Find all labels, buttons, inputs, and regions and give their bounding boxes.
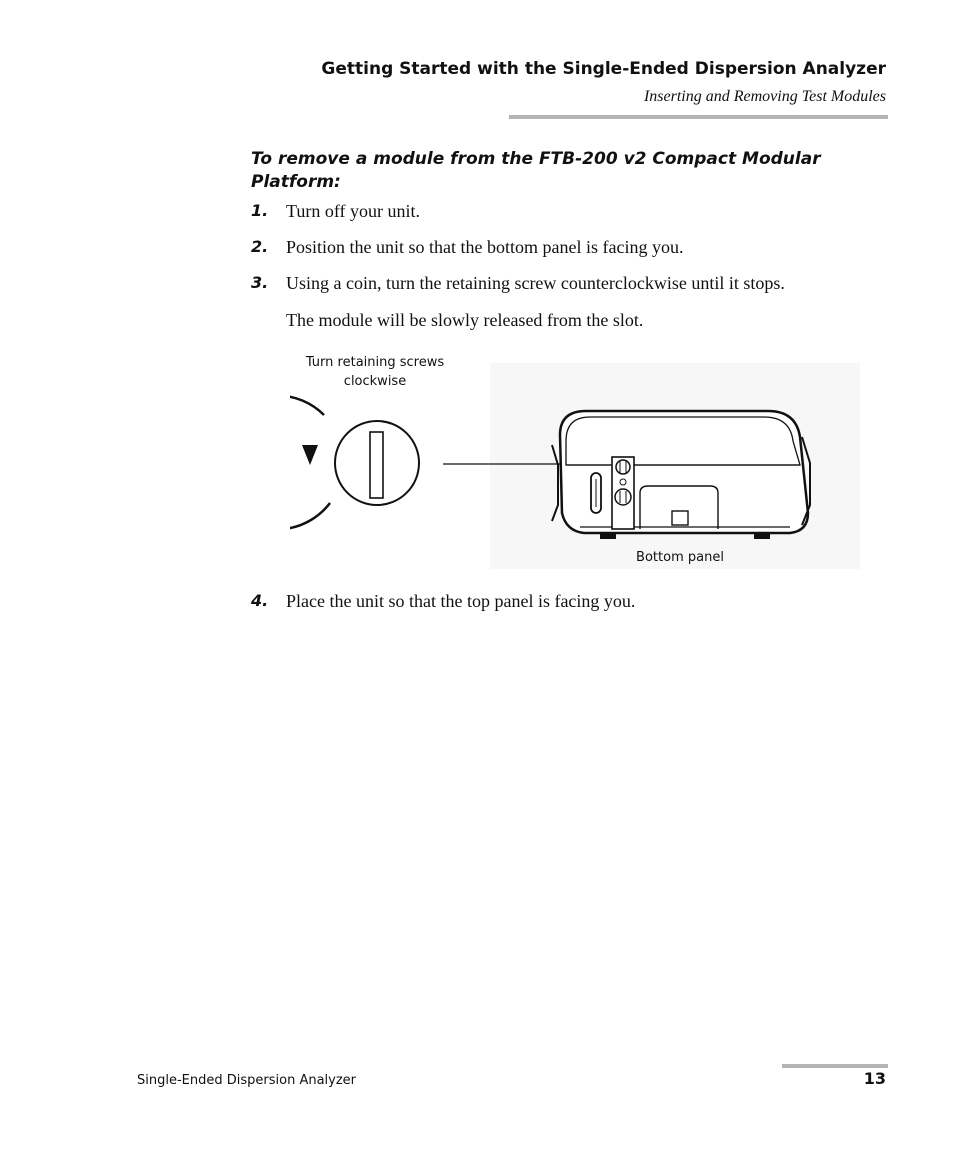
step-number: 1. — [251, 201, 269, 220]
page-header-subtitle: Inserting and Removing Test Modules — [643, 88, 886, 105]
page-header-title: Getting Started with the Single-Ended Dispersion Analyzer — [321, 59, 886, 79]
rotation-arrowhead — [302, 445, 318, 465]
connector-port — [672, 511, 688, 525]
page-number: 13 — [863, 1069, 886, 1088]
figure-caption: Turn retaining screws clockwise — [305, 355, 445, 389]
step-text: Place the unit so that the top panel is facing you. — [286, 591, 636, 611]
footer-divider — [782, 1064, 888, 1068]
step-text: Position the unit so that the bottom panel is facing you. — [286, 237, 684, 257]
foot-left — [600, 533, 616, 539]
screw-slot — [370, 432, 383, 498]
step-3-note: The module will be slowly released from the slot. — [286, 310, 644, 330]
footer-document-title: Single-Ended Dispersion Analyzer — [137, 1073, 357, 1088]
procedure-heading: To remove a module from the FTB-200 v2 Compact Modular Platform: — [251, 149, 821, 192]
unit-screw-small — [620, 479, 626, 485]
bottom-panel-figure — [290, 345, 870, 575]
step-text: Using a coin, turn the retaining screw counterclockwise until it stops. — [286, 273, 785, 293]
header-divider — [509, 115, 888, 119]
foot-right — [754, 533, 770, 539]
step-number: 2. — [251, 237, 269, 256]
step-number: 4. — [251, 591, 269, 610]
step-text: Turn off your unit. — [286, 201, 421, 221]
bottom-panel-label: Bottom panel — [636, 550, 724, 565]
unit-screw-bottom — [615, 489, 631, 505]
step-number: 3. — [251, 273, 269, 292]
unit-screw-top — [616, 460, 630, 474]
